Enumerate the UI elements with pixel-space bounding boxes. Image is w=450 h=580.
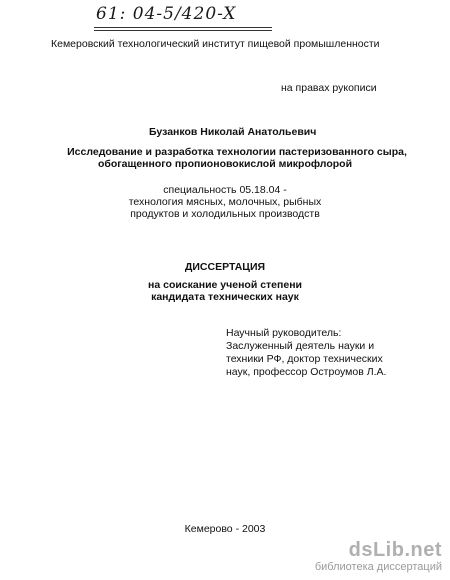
specialty-line: технология мясных, молочных, рыбных xyxy=(128,196,322,208)
handwritten-underline xyxy=(94,30,272,31)
degree-line: на соискание ученой степени xyxy=(148,279,302,291)
city-year: Кемерово - 2003 xyxy=(184,523,266,535)
handwritten-underline xyxy=(94,27,272,28)
watermark-logo: dsLib.net xyxy=(348,539,442,561)
dissertation-title-line: Исследование и разработка технологии пастеризованного сыра, xyxy=(67,146,407,158)
rights-note: на правах рукописи xyxy=(281,82,377,94)
supervisor-line: Заслуженный деятель науки и xyxy=(226,340,375,352)
dissertation-title-line: обогащенного пропионовокислой микрофлорой xyxy=(97,158,353,170)
site-watermark xyxy=(315,539,442,574)
handwritten-archive-code: 61: 04-5/420-X xyxy=(96,4,237,24)
supervisor-line: техники РФ, доктор технических xyxy=(226,353,383,365)
watermark-subtitle: библиотека диссертаций xyxy=(314,561,442,573)
institute-name: Кемеровский технологический институт пищевой промышленности xyxy=(51,38,380,50)
author-name: Бузанков Николай Анатольевич xyxy=(149,126,317,138)
specialty-line: специальность 05.18.04 - xyxy=(163,184,287,196)
specialty-line: продуктов и холодильных производств xyxy=(130,208,320,220)
supervisor-line: Научный руководитель: xyxy=(226,327,342,339)
supervisor-line: наук, профессор Остроумов Л.А. xyxy=(226,366,387,378)
degree-line: кандидата технических наук xyxy=(151,291,299,303)
document-type-heading: ДИССЕРТАЦИЯ xyxy=(184,261,266,273)
